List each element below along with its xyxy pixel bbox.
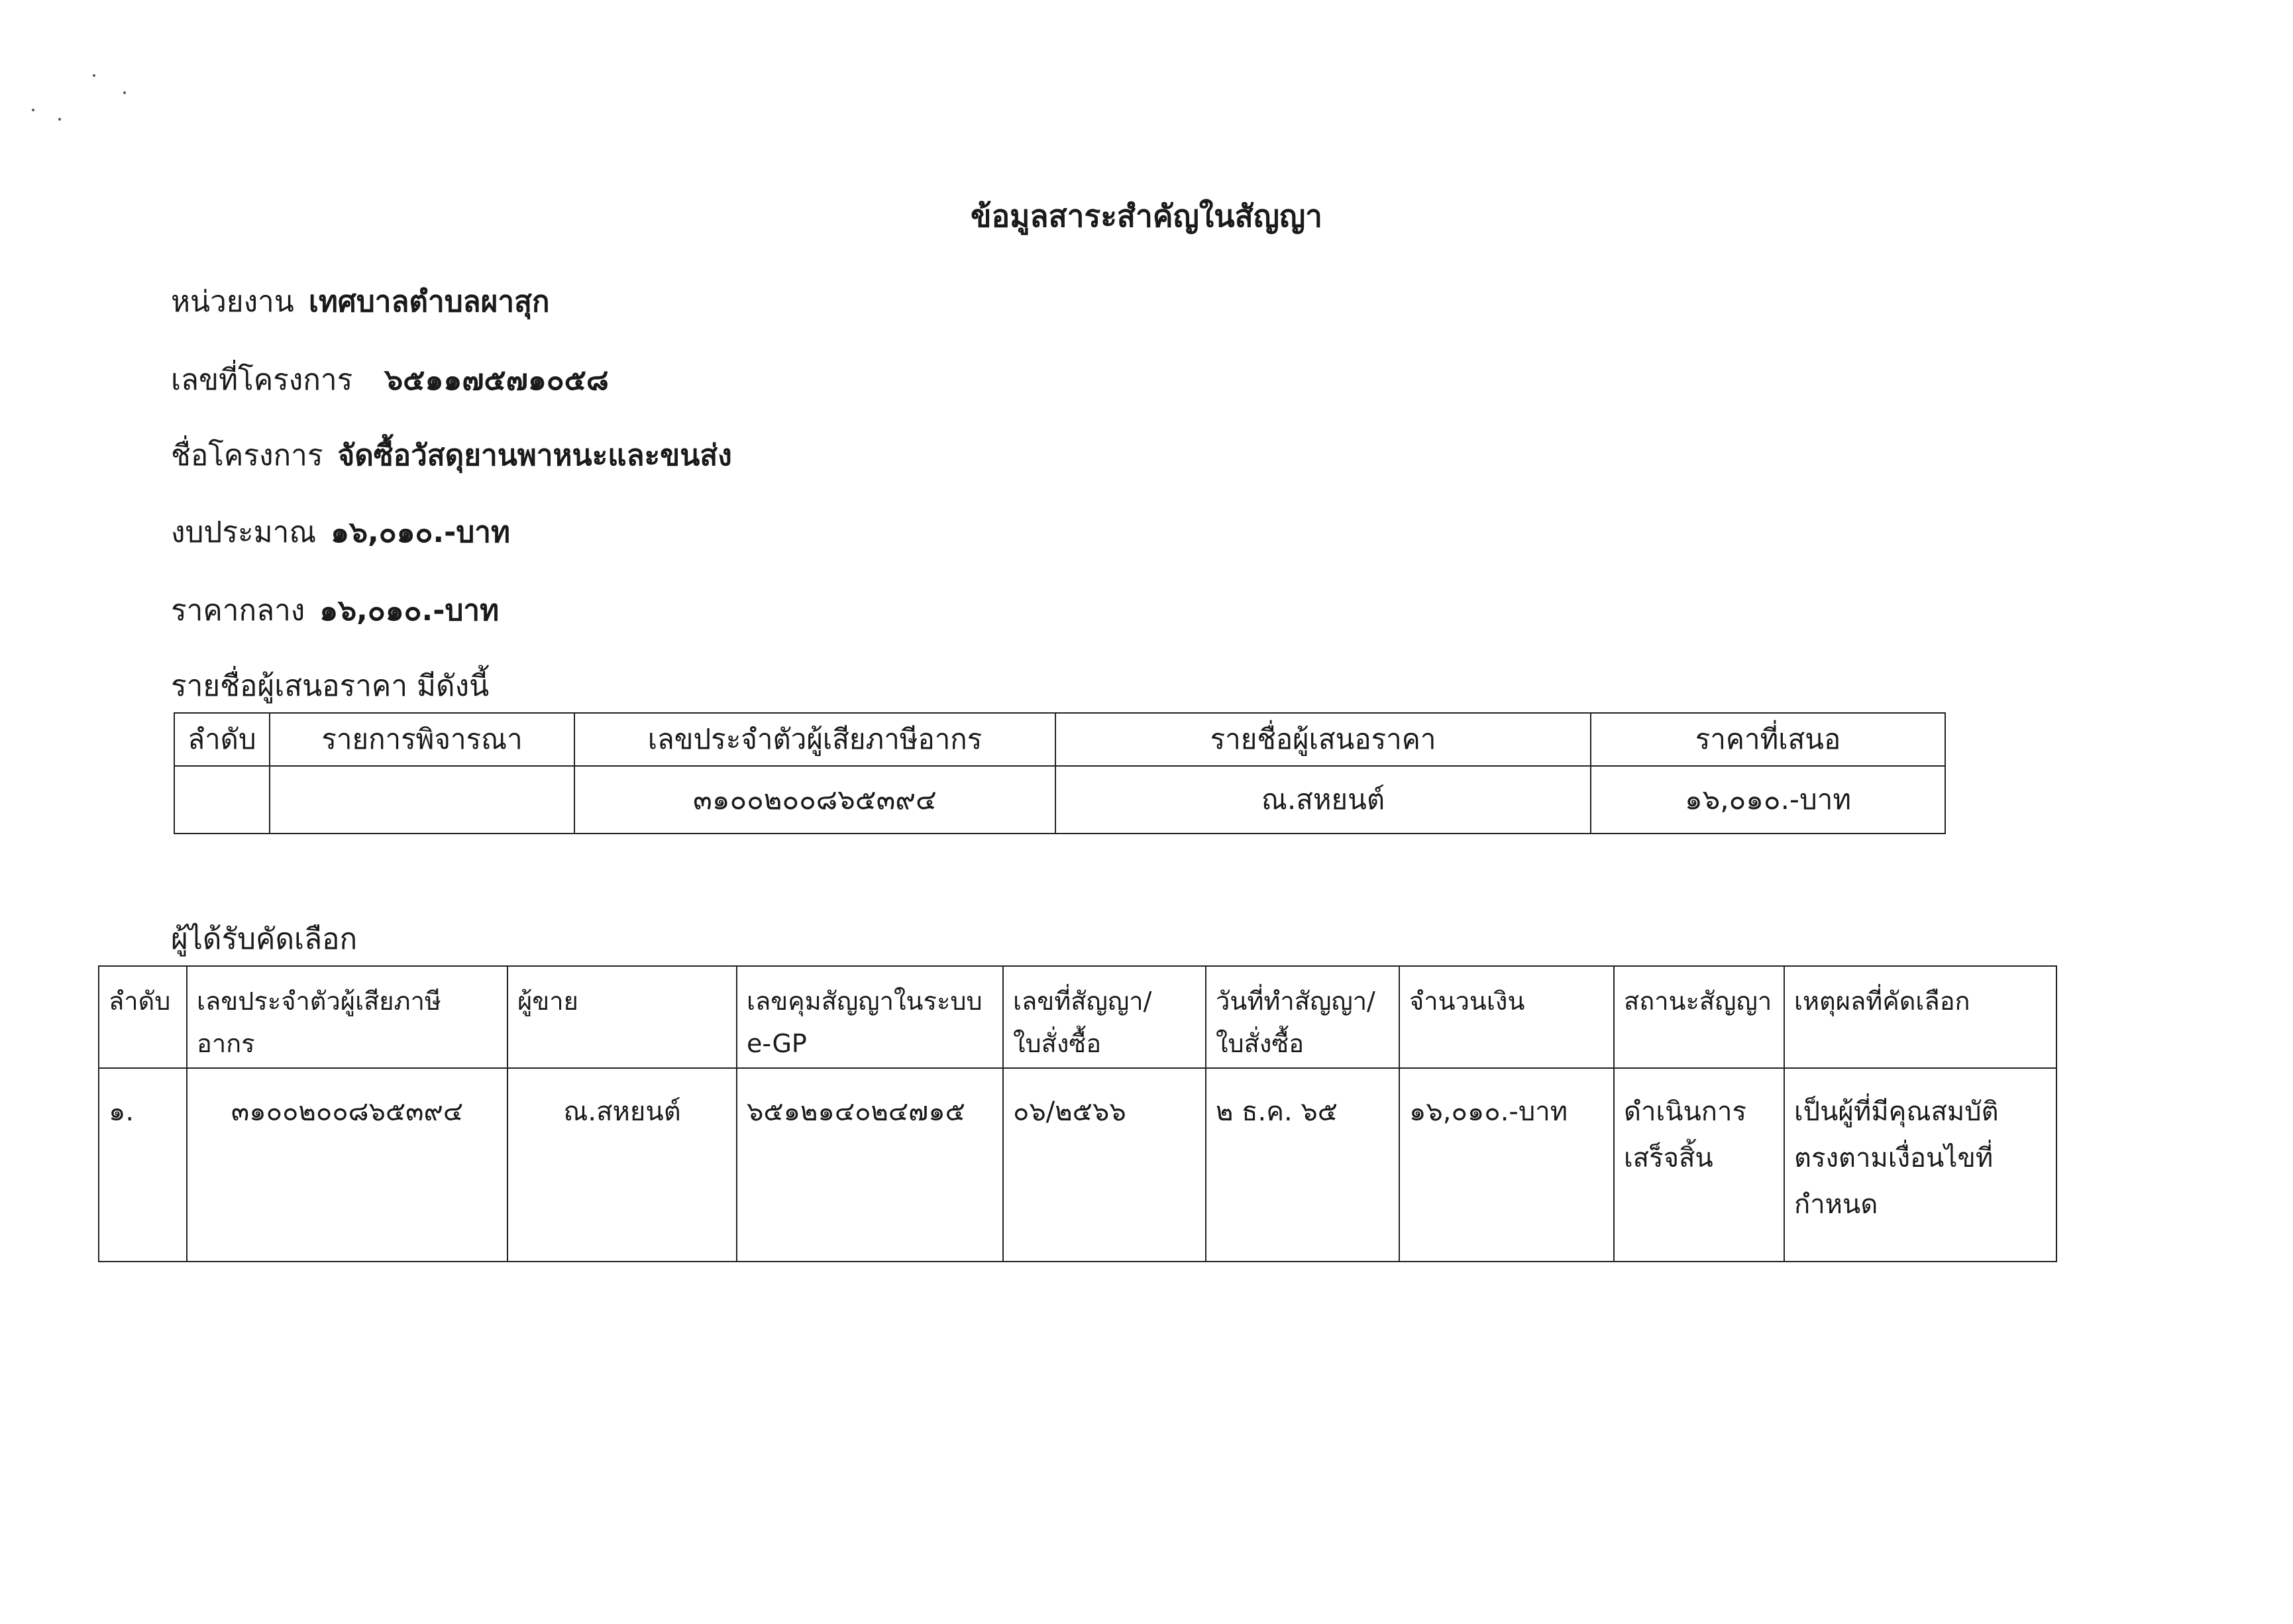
- table-row: [174, 766, 1945, 834]
- project-name-line: [171, 432, 732, 478]
- document-title: ข้อมูลสาระสำคัญในสัญญา: [971, 198, 1322, 234]
- winners-cell-seller: ณ.สหยนต์: [507, 1068, 737, 1262]
- bidders-table: [174, 712, 1946, 834]
- project-name-value: จัดซื้อวัสดุยานพาหนะและขนส่ง: [337, 439, 732, 472]
- median-price-label: ราคากลาง: [171, 594, 305, 627]
- winners-header-status: สถานะสัญญา: [1614, 966, 1784, 1068]
- winners-cell-order: ๑.: [99, 1068, 187, 1262]
- winners-table: [98, 965, 2057, 1262]
- bidders-header-tax-id: เลขประจำตัวผู้เสียภาษีอากร: [574, 713, 1055, 766]
- project-number-line: [171, 356, 609, 403]
- bidders-header-bidder-name: รายชื่อผู้เสนอราคา: [1055, 713, 1591, 766]
- budget-label: งบประมาณ: [171, 515, 317, 549]
- bidders-cell-item: [270, 766, 574, 834]
- scan-speck: [58, 118, 61, 121]
- bidders-header-row: [174, 713, 1945, 766]
- agency-line: [171, 278, 550, 325]
- project-name-label: ชื่อโครงการ: [171, 439, 323, 472]
- winners-header-tax-id: เลขประจำตัวผู้เสียภาษีอากร: [187, 966, 507, 1068]
- bidders-heading: รายชื่อผู้เสนอราคา มีดังนี้: [171, 669, 490, 703]
- scan-speck: [93, 74, 95, 77]
- winners-cell-amount: ๑๖,๐๑๐.-บาท: [1399, 1068, 1614, 1262]
- winners-header-row: [99, 966, 2056, 1068]
- bidders-cell-bidder-name: ณ.สหยนต์: [1055, 766, 1591, 834]
- scan-speck: [123, 91, 126, 94]
- budget-line: [171, 509, 510, 555]
- project-number-value: ๖๕๑๑๗๕๗๑๐๕๘: [384, 363, 609, 397]
- winners-cell-contract-date: ๒ ธ.ค. ๖๕: [1206, 1068, 1399, 1262]
- winners-cell-egp-number: ๖๕๑๒๑๔๐๒๔๗๑๕: [737, 1068, 1003, 1262]
- agency-label: หน่วยงาน: [171, 285, 294, 319]
- table-row: [99, 1068, 2056, 1262]
- winners-header-reason: เหตุผลที่คัดเลือก: [1784, 966, 2056, 1068]
- winners-cell-contract-number: ๐๖/๒๕๖๖: [1003, 1068, 1206, 1262]
- winners-header-egp-number: เลขคุมสัญญาในระบบ e-GP: [737, 966, 1003, 1068]
- median-price-line: [171, 587, 499, 633]
- winners-header-contract-date: วันที่ทำสัญญา/ ใบสั่งซื้อ: [1206, 966, 1399, 1068]
- winners-header-seller: ผู้ขาย: [507, 966, 737, 1068]
- bidders-cell-price: ๑๖,๐๑๐.-บาท: [1591, 766, 1945, 834]
- winners-cell-status: ดำเนินการ เสร็จสิ้น: [1614, 1068, 1784, 1262]
- bidders-cell-tax-id: ๓๑๐๐๒๐๐๘๖๕๓๙๔: [574, 766, 1055, 834]
- bidders-cell-order: [174, 766, 270, 834]
- median-price-value: ๑๖,๐๑๐.-บาท: [319, 594, 500, 627]
- budget-value: ๑๖,๐๑๐.-บาท: [331, 515, 510, 549]
- agency-value: เทศบาลตำบลผาสุก: [308, 285, 550, 319]
- winners-header-amount: จำนวนเงิน: [1399, 966, 1614, 1068]
- winners-header-order: ลำดับ: [99, 966, 187, 1068]
- bidders-header-item: รายการพิจารณา: [270, 713, 574, 766]
- bidders-header-order: ลำดับ: [174, 713, 270, 766]
- winners-heading: ผู้ได้รับคัดเลือก: [171, 922, 358, 956]
- scan-speck: [32, 109, 34, 111]
- winners-cell-tax-id: ๓๑๐๐๒๐๐๘๖๕๓๙๔: [187, 1068, 507, 1262]
- project-number-label: เลขที่โครงการ: [171, 363, 353, 397]
- winners-header-contract-number: เลขที่สัญญา/ ใบสั่งซื้อ: [1003, 966, 1206, 1068]
- bidders-header-price: ราคาที่เสนอ: [1591, 713, 1945, 766]
- winners-cell-reason: เป็นผู้ที่มีคุณสมบัติ ตรงตามเงื่อนไขที่ กำหนด: [1784, 1068, 2056, 1262]
